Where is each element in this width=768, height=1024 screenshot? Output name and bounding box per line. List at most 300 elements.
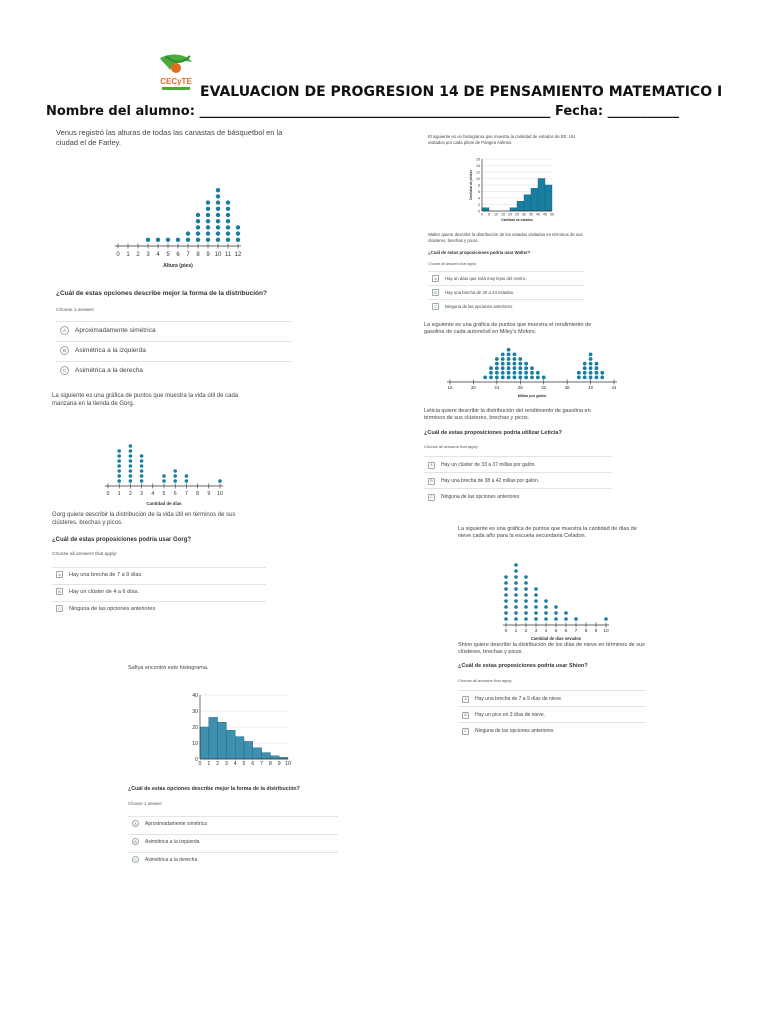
- x-tick-label: 28: [517, 385, 523, 390]
- data-dot: [544, 617, 548, 621]
- option-key: C: [428, 494, 435, 501]
- data-dot: [117, 464, 121, 468]
- data-dot: [216, 238, 220, 242]
- option-label: Ninguna de las opciones anteriores: [69, 605, 156, 612]
- x-tick-label: 6: [173, 491, 177, 497]
- data-dot: [524, 617, 528, 621]
- x-tick-label: 8: [584, 629, 588, 634]
- question-card-leticia: [420, 322, 616, 508]
- y-tick-label: 12: [476, 170, 480, 175]
- histogram-bar: [200, 727, 209, 759]
- data-dot: [534, 593, 538, 597]
- histogram-bar: [531, 188, 538, 211]
- x-tick-label: 24: [494, 385, 500, 390]
- data-dot: [129, 469, 133, 473]
- histogram-bar: [209, 717, 218, 759]
- x-tick-label: 11: [224, 252, 232, 258]
- data-dot: [513, 357, 517, 361]
- walter-histogram: [468, 154, 558, 226]
- question-text: ¿Cuál de estas opciones describe mejor la forma de la distribución?: [56, 290, 267, 297]
- x-tick-label: 6: [176, 252, 180, 258]
- data-dot: [600, 376, 604, 380]
- question-description: Shion quiere describir la distribución de los días de nieve en términos de sus clústeres, brechas y picos.: [458, 642, 645, 656]
- option-b[interactable]: [424, 472, 612, 489]
- x-tick-label: 16: [447, 385, 453, 390]
- x-tick-label: 9: [277, 761, 281, 768]
- option-c[interactable]: [52, 601, 266, 615]
- data-dot: [600, 371, 604, 375]
- data-dot: [577, 371, 581, 375]
- data-dot: [514, 611, 518, 615]
- data-dot: [507, 362, 511, 366]
- question-description: Gorg quiere describir la distribución de la vida útil en términos de sus clústeres, brechas y picos.: [52, 512, 236, 527]
- option-label: Aproximadamente simétrica: [145, 820, 207, 827]
- x-tick-label: 1: [117, 491, 121, 497]
- x-tick-label: 45: [543, 212, 547, 217]
- y-axis-label: Cantidad de pilotos: [469, 169, 473, 201]
- x-tick-label: 20: [470, 385, 476, 390]
- y-tick-label: 6: [478, 189, 480, 194]
- data-dot: [196, 238, 200, 242]
- data-dot: [574, 617, 578, 621]
- x-tick-label: 0: [481, 212, 483, 217]
- y-tick-label: 2: [478, 202, 480, 207]
- option-c[interactable]: [424, 488, 612, 505]
- data-dot: [524, 611, 528, 615]
- data-dot: [501, 376, 505, 380]
- data-dot: [176, 238, 180, 242]
- data-dot: [507, 348, 511, 352]
- option-b[interactable]: [52, 584, 266, 598]
- option-key: A: [132, 820, 139, 827]
- data-dot: [196, 213, 200, 217]
- data-dot: [507, 376, 511, 380]
- option-key: C: [56, 605, 63, 612]
- question-card-safiya: [128, 665, 340, 873]
- x-tick-label: 7: [574, 629, 578, 634]
- option-a[interactable]: [458, 690, 646, 707]
- option-b[interactable]: [56, 341, 292, 358]
- option-key: B: [56, 588, 63, 595]
- x-axis-label: Millas por galón: [517, 394, 547, 398]
- option-label: Asimétrica a la derecha: [145, 856, 198, 863]
- data-dot: [117, 459, 121, 463]
- data-dot: [504, 575, 508, 579]
- x-tick-label: 20: [508, 212, 512, 217]
- data-dot: [524, 593, 528, 597]
- option-key: B: [132, 838, 139, 845]
- y-tick-label: 10: [192, 740, 198, 747]
- question-description: Walter quiere describir la distribución de los estados visitados en términos de sus clústeres, brechas y picos.: [428, 232, 583, 243]
- option-key: A: [60, 326, 69, 335]
- x-tick-label: 2: [128, 491, 132, 497]
- x-axis-label: Cantidad de estados: [501, 218, 533, 223]
- option-label: Hay una brecha de 7 a 9 días.: [69, 571, 143, 578]
- data-dot: [524, 581, 528, 585]
- x-tick-label: 8: [196, 491, 200, 497]
- data-dot: [173, 479, 177, 483]
- data-dot: [524, 376, 528, 380]
- x-tick-label: 10: [217, 491, 223, 497]
- y-tick-label: 40: [192, 692, 198, 699]
- data-dot: [604, 617, 608, 621]
- data-dot: [495, 362, 499, 366]
- x-tick-label: 10: [603, 629, 609, 634]
- data-dot: [173, 474, 177, 478]
- question-intro: La siguiente es una gráfica de puntos que muestra la cantidad de días de nieve cada año para la escuela secundaria Celadon.: [458, 526, 637, 540]
- option-b[interactable]: [428, 285, 584, 299]
- data-dot: [583, 376, 587, 380]
- option-c[interactable]: [428, 299, 584, 313]
- x-tick-label: 3: [224, 761, 228, 768]
- x-tick-label: 4: [151, 491, 155, 497]
- data-dot: [524, 587, 528, 591]
- data-dot: [501, 357, 505, 361]
- data-dot: [514, 587, 518, 591]
- data-dot: [162, 479, 166, 483]
- x-tick-label: 8: [196, 252, 200, 258]
- data-dot: [513, 362, 517, 366]
- question-card-venus: [56, 128, 292, 380]
- data-dot: [514, 617, 518, 621]
- option-a[interactable]: [128, 816, 338, 830]
- data-dot: [196, 219, 200, 223]
- option-label: Ninguna de las opciones anteriores: [441, 494, 520, 500]
- venus-dot-plot: [106, 168, 266, 268]
- x-tick-label: 0: [116, 252, 120, 258]
- x-tick-label: 0: [106, 491, 110, 497]
- option-c[interactable]: [128, 852, 338, 866]
- question-intro: El siguiente es un histograma que muestra la cantidad de estados de EE. UU. visitados por cada piloto de Pangea Airlines.: [428, 134, 577, 145]
- data-dot: [544, 605, 548, 609]
- x-tick-label: 4: [156, 252, 160, 258]
- x-tick-label: 7: [184, 491, 188, 497]
- x-tick-label: 2: [136, 252, 140, 258]
- data-dot: [216, 188, 220, 192]
- option-c[interactable]: [56, 361, 292, 378]
- x-axis-label: Cantidad de días: [146, 501, 182, 506]
- option-key: A: [432, 275, 439, 282]
- histogram-bar: [235, 737, 244, 759]
- y-tick-label: 14: [476, 163, 480, 168]
- data-dot: [117, 474, 121, 478]
- option-label: Asimétrica a la derecha: [75, 366, 143, 374]
- question-card-shion: [456, 526, 648, 742]
- option-label: Hay un pico en 3 días de nieve.: [475, 712, 546, 718]
- data-dot: [495, 371, 499, 375]
- option-key: B: [428, 478, 435, 485]
- data-dot: [544, 599, 548, 603]
- options-list: [424, 456, 612, 506]
- data-dot: [117, 469, 121, 473]
- data-dot: [524, 575, 528, 579]
- option-label: Hay una brecha de 20 a 24 estados.: [445, 290, 515, 295]
- instruction: Choose all answers that apply:: [458, 678, 513, 683]
- data-dot: [595, 362, 599, 366]
- data-dot: [518, 366, 522, 370]
- data-dot: [206, 219, 210, 223]
- histogram-bar: [524, 195, 531, 211]
- data-dot: [518, 362, 522, 366]
- data-dot: [196, 225, 200, 229]
- x-tick-label: 30: [522, 212, 526, 217]
- data-dot: [226, 225, 230, 229]
- option-label: Asimétrica a la izquierda: [75, 346, 146, 354]
- data-dot: [595, 366, 599, 370]
- data-dot: [185, 474, 189, 478]
- data-dot: [206, 213, 210, 217]
- data-dot: [542, 376, 546, 380]
- data-dot: [504, 581, 508, 585]
- data-dot: [530, 371, 534, 375]
- option-label: Hay un dato que está muy lejos del centro.: [445, 276, 527, 281]
- x-tick-label: 44: [611, 385, 617, 390]
- data-dot: [534, 611, 538, 615]
- option-b[interactable]: [458, 706, 646, 723]
- option-label: Hay un clúster de 33 a 37 millas por galón.: [441, 462, 536, 468]
- data-dot: [507, 353, 511, 357]
- data-dot: [589, 376, 593, 380]
- option-key: A: [56, 571, 63, 578]
- data-dot: [577, 376, 581, 380]
- x-tick-label: 10: [494, 212, 498, 217]
- data-dot: [226, 207, 230, 211]
- x-tick-label: 0: [198, 761, 202, 768]
- x-tick-label: 4: [233, 761, 237, 768]
- x-tick-label: 36: [564, 385, 570, 390]
- x-tick-label: 6: [251, 761, 255, 768]
- data-dot: [140, 454, 144, 458]
- data-dot: [216, 219, 220, 223]
- histogram-bar: [510, 208, 517, 211]
- data-dot: [226, 200, 230, 204]
- option-b[interactable]: [128, 834, 338, 848]
- option-label: Ninguna de las opciones anteriores: [445, 304, 513, 309]
- histogram-bar: [482, 208, 489, 211]
- x-tick-label: 2: [216, 761, 220, 768]
- data-dot: [495, 366, 499, 370]
- data-dot: [504, 593, 508, 597]
- data-dot: [501, 366, 505, 370]
- x-tick-label: 4: [544, 629, 548, 634]
- option-key: C: [462, 728, 469, 735]
- data-dot: [518, 371, 522, 375]
- option-c[interactable]: [458, 722, 646, 739]
- option-key: A: [462, 696, 469, 703]
- data-dot: [226, 213, 230, 217]
- data-dot: [489, 366, 493, 370]
- data-dot: [513, 366, 517, 370]
- x-tick-label: 1: [514, 629, 518, 634]
- data-dot: [507, 371, 511, 375]
- data-dot: [173, 469, 177, 473]
- x-tick-label: 5: [162, 491, 166, 497]
- data-dot: [513, 376, 517, 380]
- option-label: Ninguna de las opciones anteriores: [475, 728, 554, 734]
- data-dot: [140, 469, 144, 473]
- data-dot: [216, 225, 220, 229]
- question-intro: La siguiente es una gráfica de puntos que muestra el rendimiento de gasolina de cada automóvil en Miley's Motors.: [424, 322, 592, 336]
- x-axis-label: Altura (pies): [163, 263, 193, 269]
- data-dot: [524, 362, 528, 366]
- data-dot: [206, 225, 210, 229]
- option-key: B: [60, 346, 69, 355]
- options-list: [128, 816, 338, 870]
- option-a[interactable]: [428, 271, 584, 285]
- instruction: Choose 1 answer:: [128, 801, 163, 806]
- x-tick-label: 8: [268, 761, 272, 768]
- data-dot: [216, 231, 220, 235]
- cecyte-logo: [152, 50, 200, 96]
- data-dot: [507, 357, 511, 361]
- data-dot: [156, 238, 160, 242]
- data-dot: [589, 362, 593, 366]
- x-tick-label: 3: [140, 491, 144, 497]
- data-dot: [534, 617, 538, 621]
- y-tick-label: 30: [192, 708, 198, 715]
- options-list: [52, 567, 266, 619]
- data-dot: [501, 362, 505, 366]
- data-dot: [524, 605, 528, 609]
- option-key: C: [60, 366, 69, 375]
- data-dot: [504, 599, 508, 603]
- y-tick-label: 0: [478, 209, 480, 214]
- data-dot: [595, 376, 599, 380]
- safiya-histogram: [184, 687, 294, 773]
- data-dot: [140, 464, 144, 468]
- data-dot: [536, 371, 540, 375]
- data-dot: [226, 231, 230, 235]
- data-dot: [589, 366, 593, 370]
- option-label: Hay un clúster de 4 a 6 días.: [69, 588, 140, 595]
- shion-dot-plot: [496, 548, 620, 640]
- x-tick-label: 5: [488, 212, 490, 217]
- data-dot: [524, 599, 528, 603]
- option-a[interactable]: [424, 456, 612, 473]
- option-label: Hay una brecha de 38 a 42 millas por galón.: [441, 478, 540, 484]
- data-dot: [129, 454, 133, 458]
- histogram-bar: [545, 185, 552, 211]
- data-dot: [216, 194, 220, 198]
- y-tick-label: 0: [195, 756, 198, 763]
- data-dot: [185, 479, 189, 483]
- data-dot: [140, 474, 144, 478]
- student-name-line: Nombre del alumno: ______________________________________________________ Fecha: ___________: [46, 104, 680, 119]
- data-dot: [534, 587, 538, 591]
- data-dot: [216, 207, 220, 211]
- data-dot: [514, 581, 518, 585]
- option-key: A: [428, 462, 435, 469]
- data-dot: [564, 611, 568, 615]
- data-dot: [514, 575, 518, 579]
- option-label: Asimétrica a la izquierda: [145, 838, 200, 845]
- data-dot: [501, 353, 505, 357]
- data-dot: [595, 371, 599, 375]
- histogram-bar: [270, 756, 279, 759]
- option-key: C: [432, 303, 439, 310]
- data-dot: [536, 376, 540, 380]
- x-tick-label: 15: [501, 212, 505, 217]
- options-list: [56, 321, 292, 381]
- data-dot: [524, 366, 528, 370]
- option-a[interactable]: [52, 567, 266, 581]
- data-dot: [140, 459, 144, 463]
- x-tick-label: 25: [515, 212, 519, 217]
- data-dot: [513, 353, 517, 357]
- data-dot: [504, 617, 508, 621]
- y-tick-label: 4: [478, 196, 480, 201]
- option-key: C: [132, 856, 139, 863]
- question-text: ¿Cuál de estas proposiciones podría utilizar Leticia?: [424, 430, 562, 436]
- y-tick-label: 20: [192, 724, 198, 731]
- x-tick-label: 3: [146, 252, 150, 258]
- data-dot: [206, 238, 210, 242]
- option-key: B: [432, 289, 439, 296]
- data-dot: [514, 605, 518, 609]
- option-a[interactable]: [56, 321, 292, 338]
- x-tick-label: 35: [529, 212, 533, 217]
- x-tick-label: 12: [234, 252, 242, 258]
- histogram-bar: [262, 753, 271, 759]
- data-dot: [216, 200, 220, 204]
- histogram-bar: [218, 722, 227, 759]
- data-dot: [129, 444, 133, 448]
- x-tick-label: 0: [504, 629, 508, 634]
- question-card-gorg: [52, 392, 268, 624]
- data-dot: [514, 593, 518, 597]
- x-tick-label: 10: [285, 761, 291, 768]
- x-tick-label: 3: [534, 629, 538, 634]
- x-tick-label: 32: [541, 385, 547, 390]
- option-label: Aproximadamente simétrica: [75, 326, 156, 334]
- data-dot: [534, 599, 538, 603]
- data-dot: [514, 563, 518, 567]
- data-dot: [206, 200, 210, 204]
- histogram-bar: [244, 741, 253, 759]
- data-dot: [206, 207, 210, 211]
- data-dot: [589, 353, 593, 357]
- data-dot: [554, 605, 558, 609]
- data-dot: [129, 479, 133, 483]
- data-dot: [236, 225, 240, 229]
- instruction: Choose all answers that apply:: [424, 444, 479, 449]
- data-dot: [196, 231, 200, 235]
- data-dot: [140, 479, 144, 483]
- x-tick-label: 5: [242, 761, 246, 768]
- data-dot: [236, 231, 240, 235]
- data-dot: [226, 238, 230, 242]
- leticia-dot-plot: [444, 346, 620, 402]
- data-dot: [236, 238, 240, 242]
- data-dot: [186, 238, 190, 242]
- gorg-dot-plot: [100, 416, 230, 506]
- data-dot: [504, 605, 508, 609]
- data-dot: [534, 605, 538, 609]
- histogram-bar: [253, 748, 262, 759]
- data-dot: [117, 479, 121, 483]
- y-tick-label: 10: [476, 176, 480, 181]
- question-intro: Safiya encontró este histograma.: [128, 665, 209, 671]
- data-dot: [495, 376, 499, 380]
- data-dot: [489, 371, 493, 375]
- question-intro: La siguiente es una gráfica de puntos que muestra la vida útil de cada manzana en la tienda de Gorg.: [52, 393, 239, 408]
- options-list: [428, 271, 584, 315]
- data-dot: [504, 587, 508, 591]
- x-tick-label: 1: [207, 761, 211, 768]
- data-dot: [226, 219, 230, 223]
- data-dot: [504, 611, 508, 615]
- question-text: ¿Cuál de estas proposiciones podría usar Shion?: [458, 663, 588, 669]
